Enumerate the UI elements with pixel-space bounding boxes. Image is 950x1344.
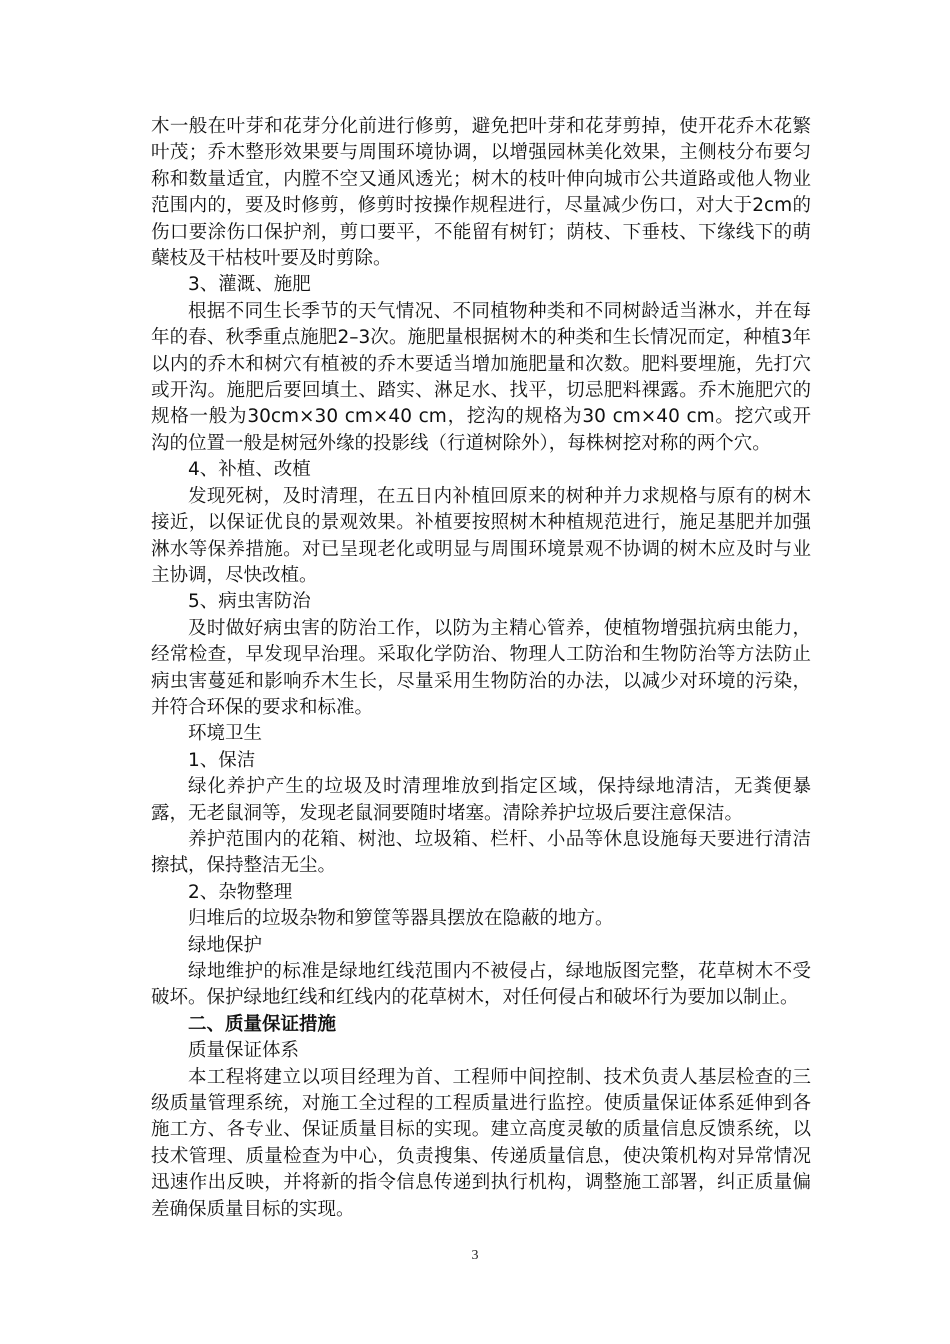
paragraph-cleaning-2: 养护范围内的花箱、树池、垃圾箱、栏杆、小品等休息设施每天要进行清洁擦拭，保持整洁无尘。 — [151, 828, 811, 877]
heading-irrigation-fertilizing: 3、灌溉、施肥 — [188, 274, 311, 296]
paragraph-quality-system: 本工程将建立以项目经理为首、工程师中间控制、技术负责人基层检查的三级质量管理系统，对施工全过程的工程质量进行监控。使质量保证体系延伸到各施工方、各专业、保证质量目标的实现。建立高度灵敏的质量信息反馈系统，以技术管理、质量检查为中心，负责搜集、传递质量信息，使决策机构对异常情况迅速作出反映，并将新的指令信息传递到执行机构，调整施工部署，纠正质量偏差确保质量目标的实现。 — [151, 1066, 811, 1220]
heading-cleaning: 1、保洁 — [188, 749, 256, 771]
paragraph-replanting: 发现死树，及时清理，在五日内补植回原来的树种并力求规格与原有的树木接近，以保证优良的景观效果。补植要按照树木种植规范进行，施足基肥并加强淋水等保养措施。对已呈现老化或明显与周围环境景观不协调的树木应及时与业主协调，尽快改植。 — [151, 485, 811, 586]
heading-pest-control: 5、病虫害防治 — [188, 591, 311, 613]
heading-environment-hygiene: 环境卫生 — [188, 723, 263, 745]
paragraph-pest-control: 及时做好病虫害的防治工作，以防为主精心管养，使植物增强抗病虫能力，经常检查，早发现早治理。采取化学防治、物理人工防治和生物防治等方法防止病虫害蔓延和影响乔木生长，尽量采用生物防治的办法，以减少对环境的污染，并符合环保的要求和标准。 — [151, 617, 811, 718]
page-number: 3 — [471, 1248, 479, 1263]
heading-quality-system: 质量保证体系 — [188, 1040, 300, 1062]
paragraph-greenland-protection: 绿地维护的标准是绿地红线范围内不被侵占，绿地版图完整，花草树木不受破坏。保护绿地红线和红线内的花草树木，对任何侵占和破坏行为要加以制止。 — [151, 961, 811, 1009]
heading-greenland-protection: 绿地保护 — [188, 934, 263, 956]
paragraph-irrigation-fertilizing: 根据不同生长季节的天气情况、不同植物种类和不同树龄适当淋水，并在每年的春、秋季重点施肥2–3次。施肥量根据树木的种类和生长情况而定，种植3年以内的乔木和树穴有植被的乔木要适当增加施肥量和次数。肥料要埋施，先打穴或开沟。施肥后要回填土、踏实、淋足水、找平，切忌肥料裸露。乔木施肥穴的规格一般为30cm×30 cm×40 cm，挖沟的规格为30 cm×40 cm。挖穴或开沟的位置一般是树冠外缘的投影线（行道树除外），每株树挖对称的两个穴。 — [151, 300, 811, 454]
paragraph-debris-sorting: 归堆后的垃圾杂物和箩筐等器具摆放在隐蔽的地方。 — [188, 908, 614, 930]
heading-debris-sorting: 2、杂物整理 — [188, 881, 293, 903]
document-body — [151, 114, 811, 1223]
paragraph-continued-pruning: 木一般在叶芽和花芽分化前进行修剪，避免把叶芽和花芽剪掉，使开花乔木花繁叶茂；乔木整形效果要与周围环境协调，以增强园林美化效果，主侧枝分布要匀称和数量适宜，内膛不空又通风透光；树木的枝叶伸向城市公共道路或他人物业范围内的，要及时修剪，修剪时按操作规程进行，尽量减少伤口，对大于2cm的伤口要涂伤口保护剂，剪口要平，不能留有树钉；荫枝、下垂枝、下缘线下的萌蘖枝及干枯枝叶要及时剪除。 — [151, 116, 811, 270]
heading-replanting: 4、补植、改植 — [188, 459, 311, 481]
section-heading-quality-measures: 二、质量保证措施 — [188, 1013, 337, 1035]
paragraph-cleaning-1: 绿化养护产生的垃圾及时清理堆放到指定区域，保持绿地清洁，无粪便暴露，无老鼠洞等，发现老鼠洞要随时堵塞。清除养护垃圾后要注意保洁。 — [151, 776, 811, 824]
